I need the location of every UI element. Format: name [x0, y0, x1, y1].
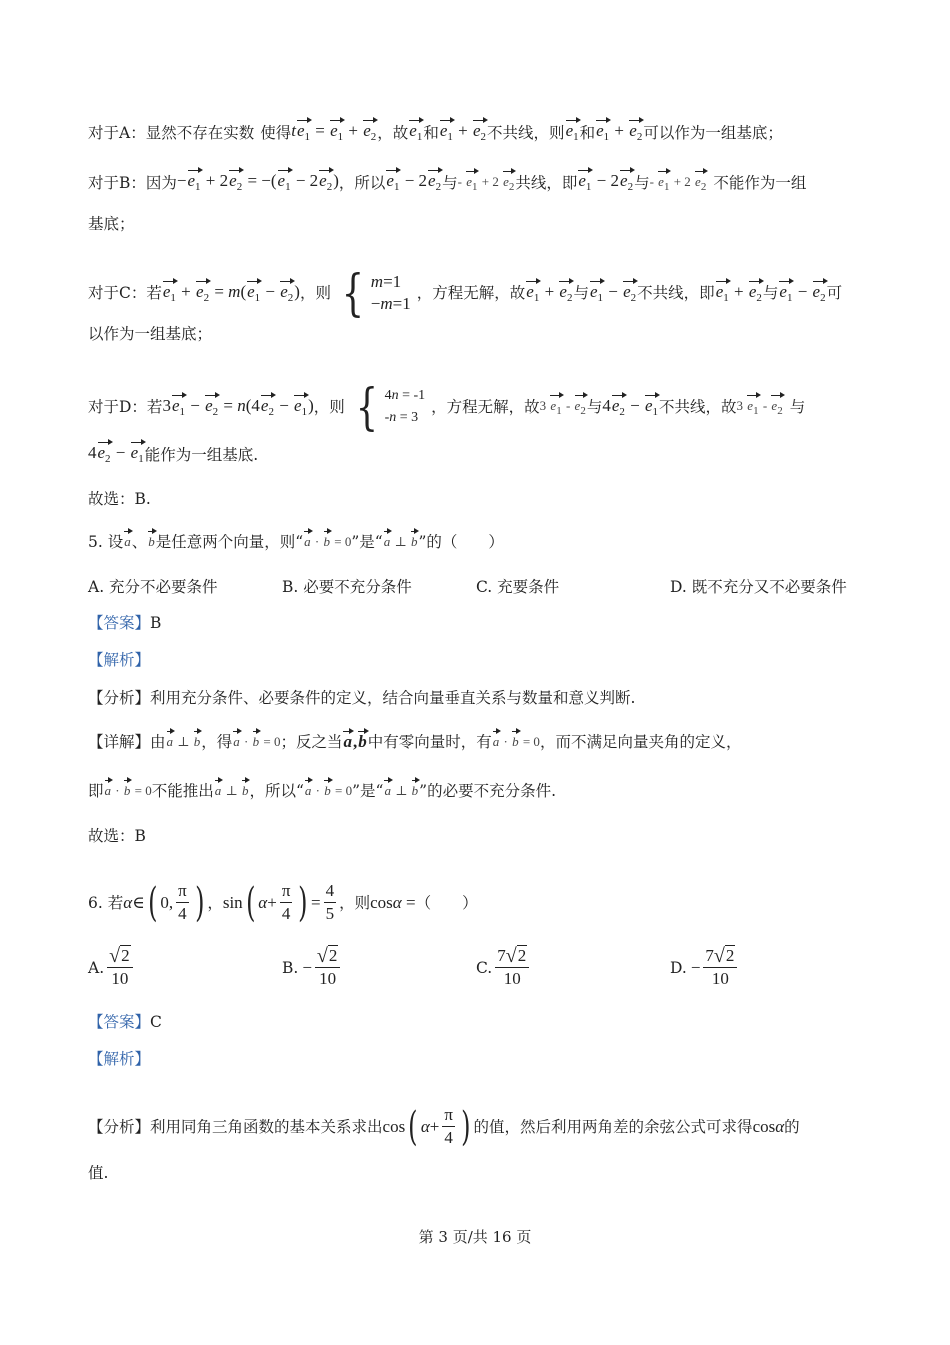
text: 与 — [789, 398, 806, 416]
q6-option-b: B. − √ 2 10 — [282, 945, 343, 990]
math-expression: a ⊥ b — [166, 731, 202, 753]
text: ，则 — [339, 893, 371, 912]
text: 与 — [442, 173, 458, 192]
math-expression: $e_1 - 2e_2$ — [578, 171, 634, 193]
text: 不能作为一组 — [713, 173, 807, 192]
text: ”是“ — [351, 533, 383, 551]
math-expression: b — [147, 531, 156, 553]
math-expression: √ 2 10 — [315, 945, 340, 990]
q5-detail-1 — [88, 731, 868, 753]
text: 对于C：若 — [88, 284, 162, 302]
text: 不共线，故 — [659, 398, 737, 416]
text: 与 — [586, 398, 603, 416]
math-expression: a · b = 0 — [303, 531, 351, 553]
math-expression: $e_1 + e_2$ — [439, 121, 487, 143]
text: ，所以“ — [249, 782, 304, 800]
text: 的 — [784, 1117, 800, 1136]
text: 6. 若 — [88, 893, 124, 912]
fenxi-tag: 【分析】 — [88, 689, 151, 707]
analysis-tag: 【解析】 — [88, 651, 151, 669]
math-expression: cosα = — [370, 892, 416, 912]
text: 对于B：因为 — [88, 173, 177, 192]
q6-answer — [88, 1011, 868, 1033]
text: ，方程无解，故 — [431, 398, 540, 416]
text: 不共线，即 — [637, 284, 715, 302]
text: ”的（ ） — [418, 533, 504, 551]
q6-option-a: A. √ 2 10 — [88, 945, 136, 990]
math-expression: a ⊥ b — [214, 780, 250, 802]
text: 利用充分条件、必要条件的定义，结合向量垂直关系与数量和意义判断. — [150, 689, 636, 707]
text: 是任意两个向量，则“ — [155, 533, 304, 551]
text: ，则 — [299, 284, 331, 302]
q4-select — [88, 488, 868, 510]
math-expression: $e_1 - 2e_2$ — [386, 171, 442, 193]
solution-line-c — [88, 264, 868, 322]
text: 5. 设 — [88, 533, 124, 551]
equation-system: { m=1 −m=1 — [341, 264, 411, 322]
q6-option-c: C. 7 √ 2 10 — [476, 945, 532, 990]
fenxi-tag: 【分析】 — [88, 1117, 151, 1136]
text: 对于A：显然不存在实数 — [88, 123, 255, 142]
solution-line-d-cont — [88, 442, 868, 467]
q5-option-d: D. 既不充分又不必要条件 — [670, 578, 847, 596]
math-expression: a · b = 0 — [492, 731, 540, 753]
math-expression: - $e_1 + 2$ $e_2$ — [458, 171, 516, 195]
q5-option-c: C. 充要条件 — [476, 578, 560, 596]
math-expression: $3e_1 - e_2 = n(4e_2 - e_1)$ — [162, 395, 314, 418]
math-expression: a · b = 0 — [304, 780, 352, 802]
math-expression: $e_1 + e_2$ — [596, 121, 643, 143]
text: （ ） — [415, 893, 478, 912]
q5-answer — [88, 612, 868, 634]
math-expression: α ∈ ( 0, $\frac{\pi}{4}$ ) — [123, 879, 205, 926]
text: 和 — [423, 123, 439, 142]
text: 不能推出 — [151, 782, 214, 800]
answer-value: C — [150, 1013, 162, 1031]
math-expression: $e_1 - e_2$ — [779, 281, 826, 304]
text: 利用同角三角函数的基本关系求出 — [150, 1117, 383, 1136]
math-expression: a ⊥ b — [383, 780, 419, 802]
text: ，所以 — [338, 173, 386, 192]
math-expression: √ 2 10 — [107, 945, 132, 990]
solution-line-b-cont — [88, 213, 868, 235]
math-expression: $e_1$ — [565, 121, 579, 143]
math-expression: - $e_1 + 2$ $e_2$ — [650, 171, 708, 195]
math-expression: $e_1$ — [409, 121, 423, 143]
text: 、 — [131, 533, 148, 551]
minus-sign: − — [690, 957, 701, 977]
math-expression: 3 $e_1 - e_2$ — [540, 395, 587, 419]
page-footer: 第 3 页/共 16 页 — [418, 1228, 532, 1246]
solution-line-b — [88, 170, 868, 195]
text: ，而不满足向量夹角的定义， — [539, 733, 742, 751]
math-expression: a,b — [343, 732, 367, 751]
answer-value: B — [150, 614, 162, 632]
text: 共线，即 — [515, 173, 578, 192]
q6-option-d: D. − 7 √ 2 10 — [670, 945, 740, 990]
math-expression: $4e_2 - e_1$ — [602, 395, 659, 418]
text: 故选：B — [88, 827, 146, 845]
analysis-tag: 【解析】 — [88, 1050, 151, 1068]
text: ，得 — [201, 733, 233, 751]
q6-analysis — [88, 1048, 868, 1070]
math-expression: $e_1 + e_2$ — [526, 281, 573, 304]
math-expression: cosα — [752, 1116, 785, 1136]
answer-tag: 【答案】 — [88, 614, 151, 632]
math-expression: $e_1 - e_2$ — [589, 281, 637, 304]
math-expression: a · b = 0 — [104, 780, 152, 802]
text: 与 — [573, 284, 589, 302]
text: 即 — [88, 782, 104, 800]
q5-detail-2 — [88, 780, 868, 802]
text: ”是“ — [352, 782, 384, 800]
text: 以作为一组基底； — [88, 325, 213, 343]
q5-fenxi — [88, 687, 868, 709]
text: 与 — [634, 173, 650, 192]
math-expression: cos ( α + $\frac{\pi}{4}$ ) — [382, 1103, 471, 1150]
text: ；反之当 — [280, 733, 343, 751]
detail-tag: 【详解】 — [88, 733, 151, 751]
text: ”的必要不充分条件. — [419, 782, 557, 800]
text: ， — [207, 893, 223, 912]
text: 不共线，则 — [487, 123, 565, 142]
text: 和 — [579, 123, 596, 142]
text: ，方程无解，故 — [416, 284, 526, 302]
text: ，则 — [313, 398, 345, 416]
q6-stem — [88, 880, 868, 925]
math-expression: $4e_2 - e_1$ — [88, 443, 144, 465]
text: 可 — [826, 284, 843, 302]
text: 可以作为一组基底； — [643, 123, 783, 142]
text: 基底； — [88, 215, 135, 233]
text: 使得 — [260, 123, 292, 142]
text: 故选：B. — [88, 490, 151, 508]
text: 由 — [150, 733, 166, 751]
text: 对于D：若 — [88, 398, 163, 416]
math-expression: 3 $e_1 - e_2$ — [737, 395, 784, 419]
text: 值. — [88, 1164, 109, 1182]
text: 的值，然后利用两角差的余弦公式可求得 — [473, 1117, 753, 1136]
math-expression: sin ( α + $\frac{\pi}{4}$ ) = $\frac{4}{5}$ — [222, 879, 335, 926]
solution-line-c-cont — [88, 323, 868, 345]
math-expression: a ⊥ b — [383, 531, 419, 553]
math-expression: $e_1 + e_2 = m(e_1 - e_2)$ — [162, 281, 300, 304]
math-expression: a · b = 0 — [232, 731, 280, 753]
math-expression: $-e_1 + 2e_2 = -(e_1 - 2e_2)$ — [176, 171, 339, 193]
equation-system: { 4n = -1 -n = 3 — [355, 378, 426, 436]
solution-line-d — [88, 378, 868, 436]
math-expression: 7 √ 2 10 — [703, 945, 737, 990]
text: 能作为一组基底. — [144, 445, 259, 464]
q6-fenxi — [88, 1104, 868, 1149]
q6-fenxi-cont — [88, 1162, 868, 1184]
text: 与 — [762, 284, 779, 302]
math-expression: $e_1 + e_2$ — [715, 281, 762, 304]
q5-stem — [88, 531, 868, 553]
math-expression: a — [123, 531, 132, 553]
q5-option-b: B. 必要不充分条件 — [282, 578, 412, 596]
q5-option-a: A. 充分不必要条件 — [88, 578, 218, 596]
text: 中有零向量时，有 — [367, 733, 492, 751]
text: ，故 — [377, 123, 409, 142]
solution-line-a — [88, 120, 868, 145]
answer-tag: 【答案】 — [88, 1013, 151, 1031]
math-expression: 7 √ 2 10 — [495, 945, 529, 990]
q5-select — [88, 825, 868, 847]
q5-analysis — [88, 649, 868, 671]
math-expression: $te_1 = e_1 + e_2$ — [291, 121, 377, 143]
minus-sign: − — [302, 957, 312, 977]
